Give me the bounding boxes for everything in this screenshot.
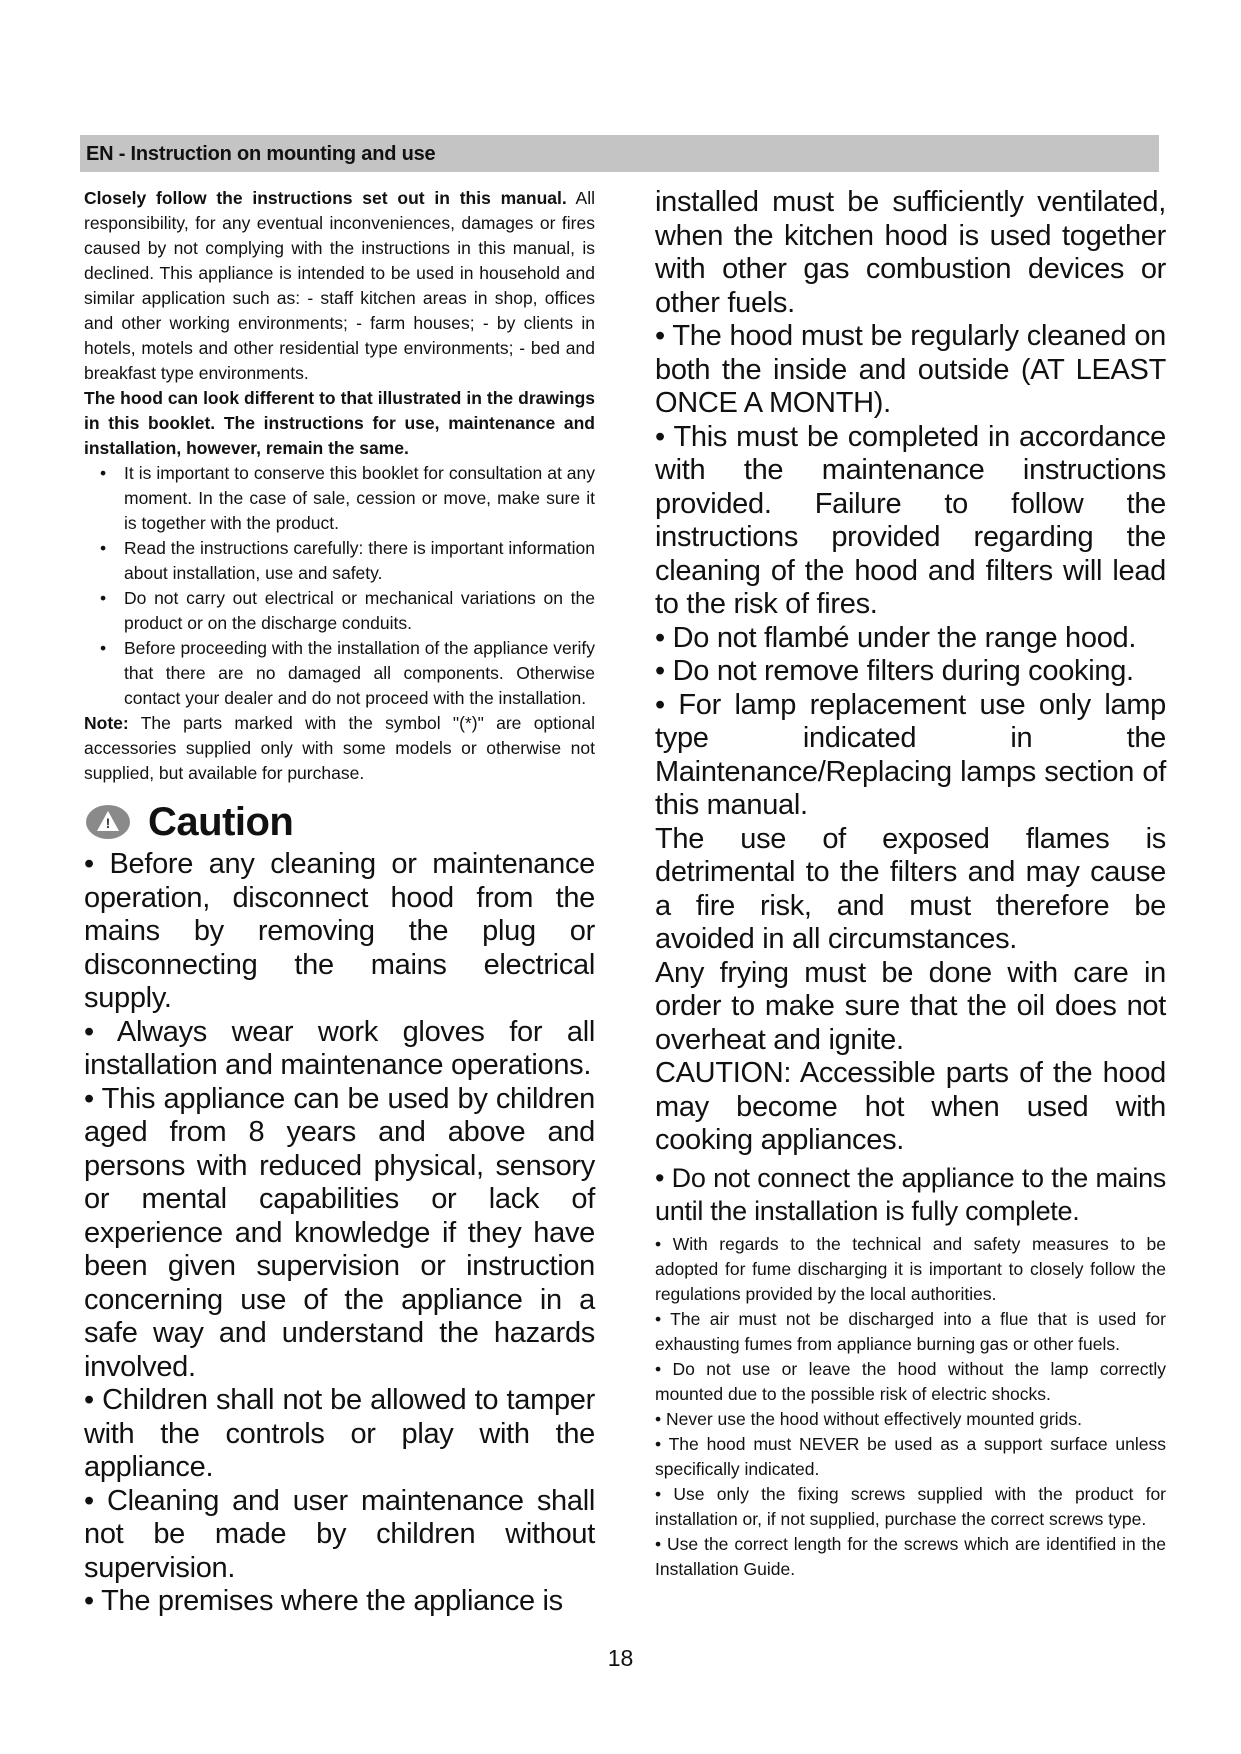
caution-title: Caution bbox=[148, 799, 294, 844]
left-column bbox=[84, 186, 595, 1619]
safety-item: • Do not use or leave the hood without the lamp correctly mounted due to the possible risk of electric shocks. bbox=[655, 1358, 1166, 1404]
safety-item: • The air must not be discharged into a flue that is used for exhausting fumes from appliance burning gas or other fuels. bbox=[655, 1308, 1166, 1354]
warning-icon: ! bbox=[86, 805, 130, 839]
safety-item: • Never use the hood without effectively mounted grids. bbox=[655, 1408, 1083, 1429]
hood-note: The hood can look different to that illustrated in the drawings in this booklet. The instructions for use, maintenance and installation, however, remain the same. bbox=[84, 388, 595, 458]
warning-paragraph: The use of exposed flames is detrimental to the filters and may cause a fire risk, and must therefore be avoided in all circumstances. bbox=[655, 822, 1166, 955]
caution-item: • Cleaning and user maintenance shall not be made by children without supervision. bbox=[84, 1484, 595, 1584]
warning-paragraph: • For lamp replacement use only lamp type indicated in the Maintenance/Replacing lamps section of this manual. bbox=[655, 688, 1166, 821]
caution-item: • The premises where the appliance is bbox=[84, 1585, 563, 1617]
safety-item: • With regards to the technical and safety measures to be adopted for fume discharging it is important to closely follow the regulations provided by the local authorities. bbox=[655, 1233, 1166, 1304]
caution-item: • Children shall not be allowed to tamper with the controls or play with the appliance. bbox=[84, 1384, 595, 1483]
right-column bbox=[655, 186, 1166, 1582]
caution-item: • This appliance can be used by children aged from 8 years and above and persons with reduced physical, sensory or mental capabilities or lack of experience and knowledge if they have been given supervision or instruction concerning use of the appliance in a safe way and understand the hazards involved. bbox=[84, 1082, 595, 1383]
list-item: • It is important to conserve this booklet for consultation at any moment. In the case of sale, cession or move, make sure it is together with the product. bbox=[100, 463, 595, 533]
warning-paragraph: • Do not remove filters during cooking. bbox=[655, 655, 1134, 687]
warning-paragraph: installed must be sufficiently ventilated, when the kitchen hood is used together with other gas combustion devices or other fuels. bbox=[655, 186, 1166, 319]
intro-paragraph bbox=[84, 186, 595, 386]
mains-warning: • Do not connect the appliance to the mains until the installation is fully complete. bbox=[655, 1162, 1166, 1226]
warning-paragraph: • This must be completed in accordance with the maintenance instructions provided. Failure to follow the instructions provided regarding the cleaning of the hood and filters will lead to the risk of fires. bbox=[655, 420, 1166, 620]
warning-paragraph: Any frying must be done with care in order to make sure that the oil does not overheat and ignite. bbox=[655, 956, 1166, 1056]
safety-item: • Use only the fixing screws supplied with the product for installation or, if not supplied, purchase the correct screws type. bbox=[655, 1483, 1166, 1529]
safety-item: • The hood must NEVER be used as a support surface unless specifically indicated. bbox=[655, 1433, 1166, 1479]
caution-heading bbox=[84, 800, 595, 844]
note-label: Note: bbox=[84, 713, 129, 733]
caution-item: • Always wear work gloves for all installation and maintenance operations. bbox=[84, 1015, 595, 1081]
warning-paragraph: CAUTION: Accessible parts of the hood may become hot when used with cooking appliances. bbox=[655, 1057, 1166, 1156]
section-title: EN - Instruction on mounting and use bbox=[86, 143, 436, 165]
warning-paragraph: • The hood must be regularly cleaned on both the inside and outside (AT LEAST ONCE A MONTH). bbox=[655, 320, 1166, 419]
note-text: The parts marked with the symbol "(*)" are optional accessories supplied only with some models or otherwise not supplied, but available for purchase. bbox=[84, 713, 595, 783]
note-paragraph bbox=[84, 711, 595, 786]
intro-text: All responsibility, for any eventual inconveniences, damages or fires caused by not complying with the instructions in this manual, is declined. This appliance is intended to be used in household and similar application such as: - staff kitchen areas in shop, offices and other working environments; - farm houses; - by clients in hotels, motels and other residential type environments; - bed and breakfast type environments. bbox=[84, 188, 595, 383]
caution-item: • Before any cleaning or maintenance operation, disconnect hood from the mains by removing the plug or disconnecting the mains electrical supply. bbox=[84, 848, 595, 1014]
section-header-bar bbox=[80, 135, 1159, 172]
warning-paragraph: • Do not flambé under the range hood. bbox=[655, 621, 1137, 654]
list-item: • Do not carry out electrical or mechanical variations on the product or on the discharge conduits. bbox=[100, 588, 595, 633]
list-item: • Before proceeding with the installation of the appliance verify that there are no damaged all components. Otherwise contact your dealer and do not proceed with the installation. bbox=[100, 638, 595, 708]
info-bullet-list bbox=[84, 461, 595, 711]
page-number: 18 bbox=[607, 1645, 634, 1671]
list-item: • Read the instructions carefully: there is important information about installation, use and safety. bbox=[100, 538, 595, 583]
safety-item: • Use the correct length for the screws which are identified in the Installation Guide. bbox=[655, 1533, 1166, 1579]
intro-bold: Closely follow the instructions set out in this manual. bbox=[84, 188, 567, 208]
